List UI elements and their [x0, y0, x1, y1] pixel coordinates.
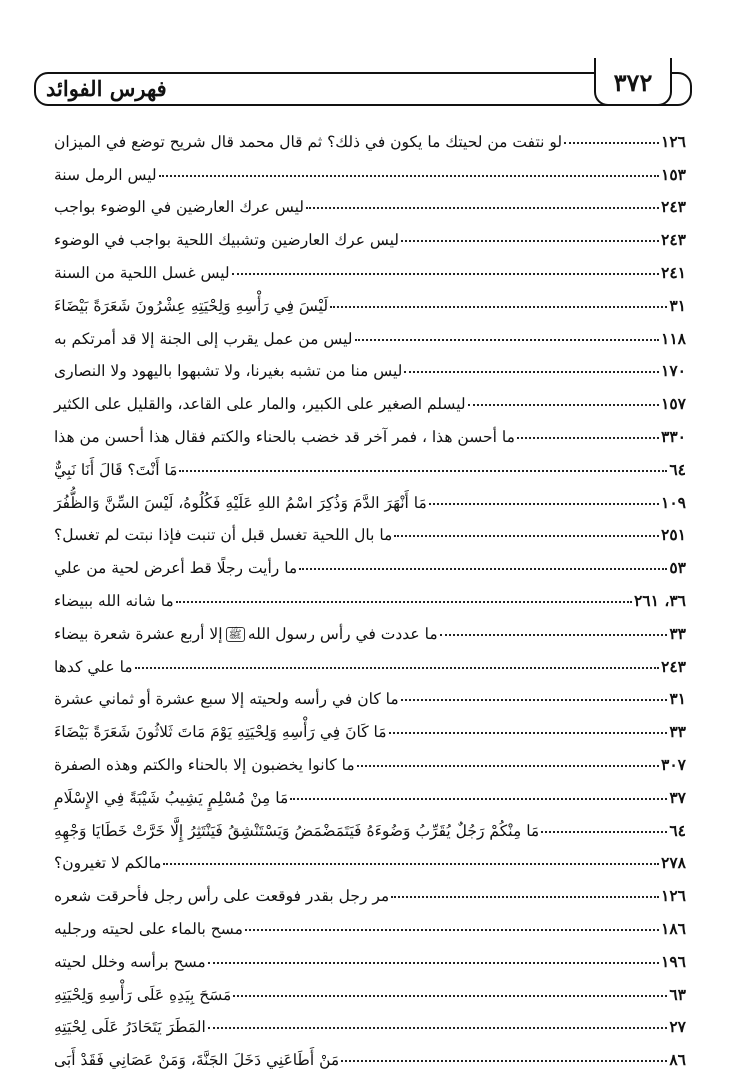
entry-page-number: ٢٧ [669, 1017, 686, 1037]
leader-dots [341, 1060, 667, 1062]
index-entry [50, 643, 686, 676]
index-entry [50, 840, 686, 873]
leader-dots [232, 273, 659, 275]
index-entry [50, 118, 686, 151]
entry-text: ما كانوا يخضبون إلا بالحناء والكتم وهذه الصفرة [54, 755, 355, 774]
index-entry [50, 512, 686, 545]
entry-text-part: ما عددت في رأس رسول الله [247, 624, 438, 643]
index-entry [50, 676, 686, 709]
entry-text: مسح بالماء على لحيته ورجليه [54, 919, 243, 938]
entry-page-number: ٣٦، ٢٦١ [633, 590, 686, 610]
entry-page-number: ٢٤٣ [661, 197, 686, 217]
leader-dots [355, 339, 660, 341]
entry-text: مَا أَنْتَ؟ قَالَ أَنَا نَبِيٌّ [54, 460, 178, 479]
entry-page-number: ١٢٦ [661, 886, 686, 906]
entry-page-number: ٢٧٨ [661, 853, 686, 873]
leader-dots [245, 929, 659, 931]
page-number: ٣٧٢ [613, 68, 653, 97]
entry-text: ليسلم الصغير على الكبير، والمار على القاعد، والقليل على الكثير [54, 395, 466, 414]
entry-page-number: ٣٠٧ [661, 754, 686, 774]
leader-dots [517, 437, 659, 439]
entry-text: مالكم لا تغيرون؟ [54, 854, 162, 873]
index-entry [50, 1036, 686, 1069]
index-list [50, 118, 686, 1069]
leader-dots [401, 699, 668, 701]
leader-dots [135, 667, 659, 669]
entry-page-number: ٣٧ [669, 787, 686, 807]
entry-page-number: ٥٣ [669, 558, 686, 578]
index-entry [50, 282, 686, 315]
entry-text: لو نتفت من لحيتك ما يكون في ذلك؟ ثم قال محمد قال شريح توضع في الميزان [54, 132, 563, 151]
index-entry [50, 872, 686, 905]
index-entry [50, 905, 686, 938]
entry-text: مَا مِنْكُمْ رَجُلٌ يُقَرِّبُ وَضُوءَهُ فَيَتَمَضْمَضُ وَيَسْتَنْشِقُ فَيَنْتَثِرُ إِلَّا خَرَّتْ خَطَايَا وَجْهِهِ [54, 821, 540, 840]
index-entry [50, 413, 686, 446]
entry-page-number: ٣٣٠ [661, 426, 686, 446]
entry-page-number: ٢٤٣ [661, 656, 686, 676]
leader-dots [306, 207, 659, 209]
leader-dots [163, 863, 659, 865]
entry-text: مَا مِنْ مُسْلِمٍ يَشِيبُ شَيْبَةً فِي الإِسْلَامِ [54, 788, 289, 807]
leader-dots [357, 765, 659, 767]
entry-text: ليس الرمل سنة [54, 165, 157, 184]
leader-dots [391, 896, 659, 898]
entry-text: ما بال اللحية تغسل قبل أن تنبت فإذا نبتت لم تغسل؟ [54, 526, 393, 545]
leader-dots [290, 798, 667, 800]
index-entry [50, 184, 686, 217]
entry-page-number: ١٠٩ [661, 492, 686, 512]
index-entry [50, 249, 686, 282]
leader-dots [389, 732, 668, 734]
entry-text: ليس منا من تشبه بغيرنا، ولا تشبهوا باليهود ولا النصارى [54, 362, 403, 381]
leader-dots [299, 568, 667, 570]
entry-page-number: ٨٦ [669, 1050, 686, 1070]
entry-text: ما أحسن هذا ، فمر آخر قد خضب بالحناء والكتم فقال هذا أحسن من هذا [54, 427, 515, 446]
entry-page-number: ١١٨ [661, 328, 686, 348]
entry-text: مَنْ أَطَاعَنِي دَخَلَ الجَنَّةَ، وَمَنْ عَصَانِي فَقَدْ أَبَى [54, 1051, 340, 1070]
index-entry [50, 807, 686, 840]
entry-text: مَا كَانَ فِي رَأْسِهِ وَلِحْيَتِهِ يَوْمَ مَاتَ ثَلاثُونَ شَعَرَةً بَيْضَاءَ [54, 723, 387, 742]
entry-page-number: ٢٥١ [661, 525, 686, 545]
index-entry [50, 315, 686, 348]
leader-dots [440, 634, 668, 636]
leader-dots [401, 240, 659, 242]
leader-dots [233, 995, 667, 997]
entry-page-number: ٦٤ [669, 820, 686, 840]
entry-page-number: ١٥٧ [661, 394, 686, 414]
index-entry [50, 938, 686, 971]
index-entry [50, 544, 686, 577]
index-entry [50, 216, 686, 249]
entry-page-number: ٢٤١ [661, 262, 686, 282]
entry-text: ليس عرك العارضين في الوضوء بواجب [54, 198, 304, 217]
entry-text: المَطَرَ يَتَحَادَرُ عَلَى لِحْيَتِهِ [54, 1018, 206, 1037]
index-entry [50, 741, 686, 774]
leader-dots [159, 175, 659, 177]
salla-symbol: ﷺ [226, 627, 245, 642]
leader-dots [176, 601, 632, 603]
entry-text [50, 625, 438, 643]
entry-text: مسح برأسه وخلل لحيته [54, 952, 206, 971]
leader-dots [404, 371, 659, 373]
entry-page-number: ١٥٣ [661, 164, 686, 184]
index-entry [50, 479, 686, 512]
entry-page-number: ٦٣ [669, 984, 686, 1004]
index-entry [50, 610, 686, 643]
entry-page-number: ٣١ [669, 689, 686, 709]
entry-page-number: ١٩٦ [661, 951, 686, 971]
index-entry [50, 774, 686, 807]
entry-page-number: ١٨٦ [661, 918, 686, 938]
index-entry [50, 971, 686, 1004]
entry-page-number: ١٧٠ [661, 361, 686, 381]
entry-page-number: ٦٤ [669, 459, 686, 479]
index-entry [50, 577, 686, 610]
page-title: فهرس الفوائد [46, 76, 167, 101]
index-entry [50, 151, 686, 184]
leader-dots [429, 503, 659, 505]
entry-text: مَسَحَ بِيَدِهِ عَلَى رَأْسِهِ وَلِحْيَتِهِ [54, 985, 232, 1004]
entry-text: ما رأيت رجلًا قط أعرض لحية من علي [54, 559, 298, 578]
index-entry [50, 446, 686, 479]
leader-dots [394, 535, 659, 537]
leader-dots [468, 404, 659, 406]
leader-dots [179, 470, 667, 472]
entry-text: ليس غسل اللحية من السنة [54, 263, 230, 282]
entry-text: مَا أَنْهَرَ الدَّمَ وَذُكِرَ اسْمُ اللهِ عَلَيْهِ فَكُلُوهُ، لَيْسَ السِّنَّ وَالظُّفُرَ [54, 493, 427, 512]
leader-dots [208, 1027, 668, 1029]
leader-dots [541, 831, 667, 833]
index-entry [50, 380, 686, 413]
entry-text: ما كان في رأسه ولحيته إلا سبع عشرة أو ثماني عشرة [54, 690, 399, 709]
index-entry [50, 1004, 686, 1037]
entry-text: ليس عرك العارضين وتشبيك اللحية بواجب في الوضوء [54, 231, 400, 250]
index-entry [50, 708, 686, 741]
entry-page-number: ٣٣ [669, 722, 686, 742]
entry-page-number: ١٢٦ [661, 131, 686, 151]
entry-text: ما شانه الله ببيضاء [54, 591, 174, 610]
index-entry [50, 348, 686, 381]
entry-page-number: ٢٤٣ [661, 230, 686, 250]
entry-text: ليس من عمل يقرب إلى الجنة إلا قد أمرتكم به [54, 329, 353, 348]
entry-text: لَيْسَ فِي رَأْسِهِ وَلِحْيَتِهِ عِشْرُونَ شَعَرَةً بَيْضَاءَ [54, 296, 329, 315]
entry-text: مر رجل بقدر فوقعت على رأس رجل فأحرقت شعره [54, 887, 390, 906]
entry-page-number: ٣١ [669, 295, 686, 315]
leader-dots [330, 306, 667, 308]
entry-page-number: ٣٣ [669, 623, 686, 643]
entry-text-part: إلا أربع عشرة شعرة بيضاء [54, 624, 223, 643]
entry-text: ما علي كدها [54, 657, 133, 676]
leader-dots [564, 142, 659, 144]
leader-dots [208, 962, 659, 964]
